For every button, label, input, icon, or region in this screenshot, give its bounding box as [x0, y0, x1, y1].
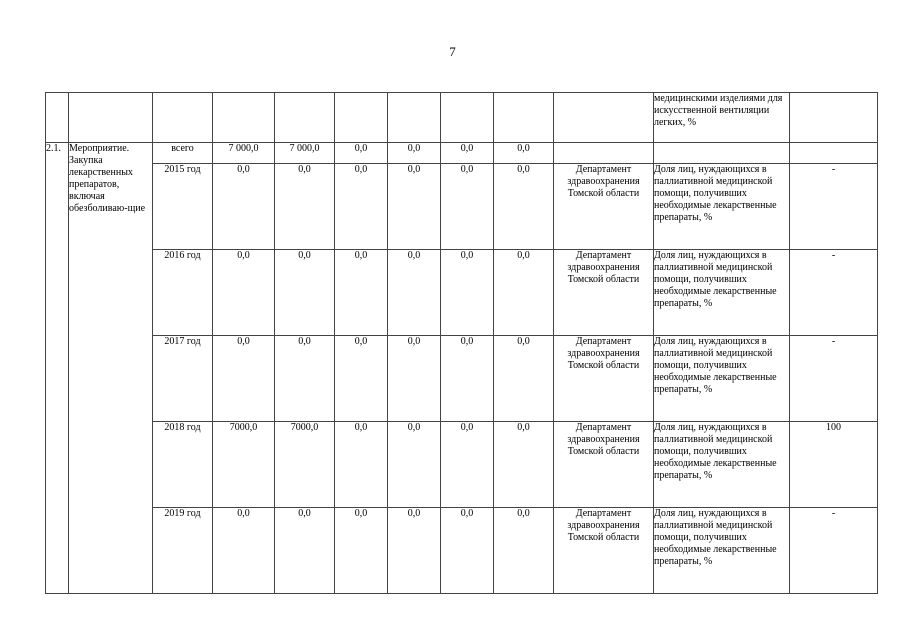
year-label: 2018 год [153, 422, 213, 508]
year-value: 0,0 [441, 422, 494, 508]
page-number: 7 [449, 44, 456, 59]
year-row [46, 336, 878, 422]
continuation-row [46, 93, 878, 143]
year-value: 0,0 [388, 250, 441, 336]
indicator: Доля лиц, нуждающихся в паллиативной медицинской помощи, получивших необходимые лекарственные препараты, % [654, 164, 790, 250]
activity-title: Мероприятие. Закупка лекарственных препаратов, включая обезболиваю-щие [69, 143, 153, 594]
year-value: 0,0 [494, 164, 554, 250]
indicator-value: 100 [790, 422, 878, 508]
indicator: Доля лиц, нуждающихся в паллиативной медицинской помощи, получивших необходимые лекарственные препараты, % [654, 336, 790, 422]
year-value: 7000,0 [213, 422, 275, 508]
indicator: Доля лиц, нуждающихся в паллиативной медицинской помощи, получивших необходимые лекарственные препараты, % [654, 250, 790, 336]
activity-code: 2.1. [46, 143, 69, 594]
year-value: 0,0 [335, 508, 388, 594]
year-value: 0,0 [213, 508, 275, 594]
year-value: 0,0 [335, 422, 388, 508]
year-label: 2015 год [153, 164, 213, 250]
total-value: 7 000,0 [213, 143, 275, 164]
year-value: 0,0 [494, 250, 554, 336]
indicator: Доля лиц, нуждающихся в паллиативной медицинской помощи, получивших необходимые лекарственные препараты, % [654, 422, 790, 508]
department: Департамент здравоохранения Томской области [554, 164, 654, 250]
year-value: 0,0 [213, 164, 275, 250]
year-value: 0,0 [441, 164, 494, 250]
total-value: 0,0 [388, 143, 441, 164]
department: Департамент здравоохранения Томской области [554, 336, 654, 422]
year-value: 0,0 [335, 250, 388, 336]
year-value: 0,0 [213, 250, 275, 336]
continuation-indicator: медицинскими изделиями для искусственной вентиляции легких, % [654, 93, 790, 143]
year-value: 0,0 [441, 336, 494, 422]
indicator-value: - [790, 164, 878, 250]
year-value: 0,0 [275, 508, 335, 594]
year-row [46, 164, 878, 250]
year-value: 7000,0 [275, 422, 335, 508]
year-row [46, 422, 878, 508]
year-value: 0,0 [441, 250, 494, 336]
program-table [45, 92, 878, 594]
total-value: 0,0 [441, 143, 494, 164]
total-label: всего [153, 143, 213, 164]
year-row [46, 508, 878, 594]
year-value: 0,0 [494, 508, 554, 594]
year-value: 0,0 [494, 336, 554, 422]
year-value: 0,0 [213, 336, 275, 422]
year-value: 0,0 [388, 508, 441, 594]
year-value: 0,0 [335, 336, 388, 422]
year-value: 0,0 [335, 164, 388, 250]
year-label: 2019 год [153, 508, 213, 594]
department: Департамент здравоохранения Томской области [554, 422, 654, 508]
year-label: 2016 год [153, 250, 213, 336]
total-value: 0,0 [335, 143, 388, 164]
indicator-value: - [790, 250, 878, 336]
total-value: 7 000,0 [275, 143, 335, 164]
year-value: 0,0 [388, 164, 441, 250]
department: Департамент здравоохранения Томской области [554, 508, 654, 594]
indicator: Доля лиц, нуждающихся в паллиативной медицинской помощи, получивших необходимые лекарственные препараты, % [654, 508, 790, 594]
year-value: 0,0 [388, 336, 441, 422]
year-label: 2017 год [153, 336, 213, 422]
total-row [46, 143, 878, 164]
indicator-value: - [790, 336, 878, 422]
total-value: 0,0 [494, 143, 554, 164]
year-value: 0,0 [388, 422, 441, 508]
year-value: 0,0 [494, 422, 554, 508]
indicator-value: - [790, 508, 878, 594]
year-value: 0,0 [275, 336, 335, 422]
year-value: 0,0 [275, 250, 335, 336]
year-row [46, 250, 878, 336]
department: Департамент здравоохранения Томской области [554, 250, 654, 336]
year-value: 0,0 [275, 164, 335, 250]
year-value: 0,0 [441, 508, 494, 594]
